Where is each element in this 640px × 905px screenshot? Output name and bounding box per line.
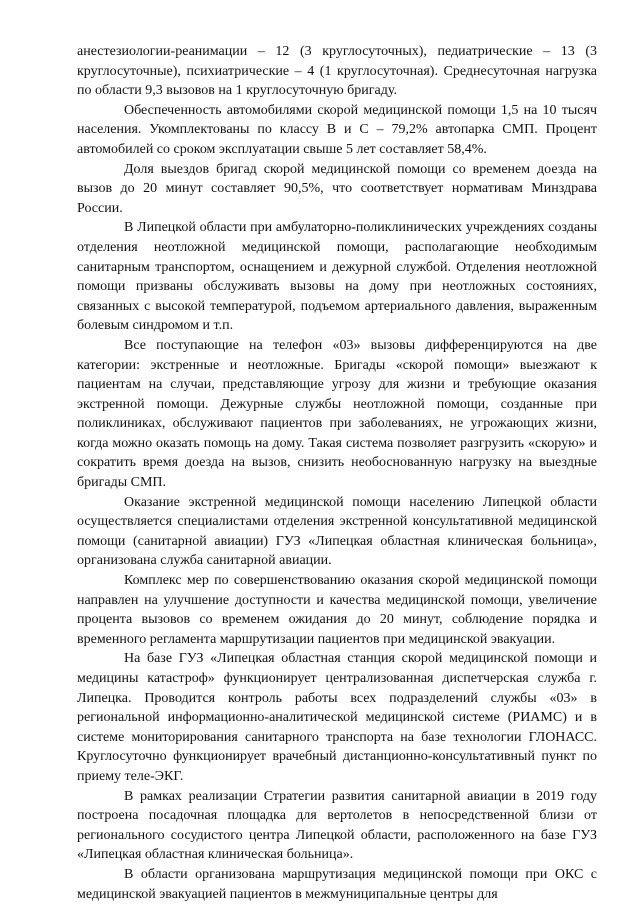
paragraph-6: Оказание экстренной медицинской помощи населению Липецкой области осуществляется специалистами отделения экстренной консультативной медицинской помощи (санитарной авиации) ГУЗ «Липецкая областная клиническая больница», организована служба санитарной авиации. <box>77 494 597 569</box>
paragraph-7: Комплекс мер по совершенствованию оказания скорой медицинской помощи направлен на улучшение доступности и качества медицинской помощи, увеличение процента вызовов со временем ожидания до 20 минут, соблюдение порядка и временного регламента маршрутизации пациентов при медицинской эвакуации. <box>77 573 597 647</box>
paragraph-9: В рамках реализации Стратегии развития санитарной авиации в 2019 году построена посадочная площадка для вертолетов в непосредственной близи от регионального сосудистого центра Липецкой области, расположенного на базе ГУЗ «Липецкая областная клиническая больница». <box>77 788 597 863</box>
paragraph-10: В области организована маршрутизация медицинской помощи при ОКС с медицинской эвакуацией пациентов в межмуниципальные центры для <box>77 866 597 902</box>
paragraph-5: Все поступающие на телефон «03» вызовы дифференцируются на две категории: экстренные и неотложные. Бригады «скорой помощи» выезжают к пациентам на случаи, представляющие угрозу для жизни и требующие оказания экстренной помощи. Дежурные службы неотложной помощи, созданные при поликлиниках, обслуживают пациентов при заболеваниях, не угрожающих жизни, когда можно оказать помощь на дому. Такая система позволяет разгрузить «скорую» и сократить время доезда на вызов, снизить необоснованную нагрузку на выездные бригады СМП. <box>77 337 597 491</box>
paragraph-1-continuation: анестезиологии-реанимации – 12 (3 круглосуточных), педиатрические – 13 (3 круглосуточные), психиатрические – 4 (1 круглосуточная). Среднесуточная нагрузка по области 9,3 вызовов на 1 круглосуточную бригаду. <box>77 44 597 99</box>
paragraph-3: Доля выездов бригад скорой медицинской помощи со временем доезда на вызов до 20 минут составляет 90,5%, что соответствует нормативам Минздрава России. <box>77 161 597 216</box>
document-body <box>77 42 597 904</box>
paragraph-2: Обеспеченность автомобилями скорой медицинской помощи 1,5 на 10 тысяч населения. Укомплектованы по классу В и С – 79,2% автопарка СМП. Процент автомобилей со сроком эксплуатации свыше 5 лет составляет 58,4%. <box>77 102 597 157</box>
paragraph-4: В Липецкой области при амбулаторно-поликлинических учреждениях созданы отделения неотложной медицинской помощи, располагающие необходимым санитарным транспортом, оснащением и дежурной службой. Отделения неотложной помощи призваны обслуживать вызовы на дому при неотложных состояниях, связанных с высокой температурой, подъемом артериального давления, выраженным болевым синдромом и т.п. <box>77 220 597 334</box>
paragraph-8: На базе ГУЗ «Липецкая областная станция скорой медицинской помощи и медицины катастроф» функционирует централизованная диспетчерская служба г. Липецка. Проводится контроль работы всех подразделений службы «03» в региональной информационно-аналитической медицинской системе (РИАМС) и в системе мониторирования санитарного транспорта на базе технологии ГЛОНАСС. Круглосуточно функционирует врачебный дистанционно-консультативный пункт по приему теле-ЭКГ. <box>77 651 597 784</box>
